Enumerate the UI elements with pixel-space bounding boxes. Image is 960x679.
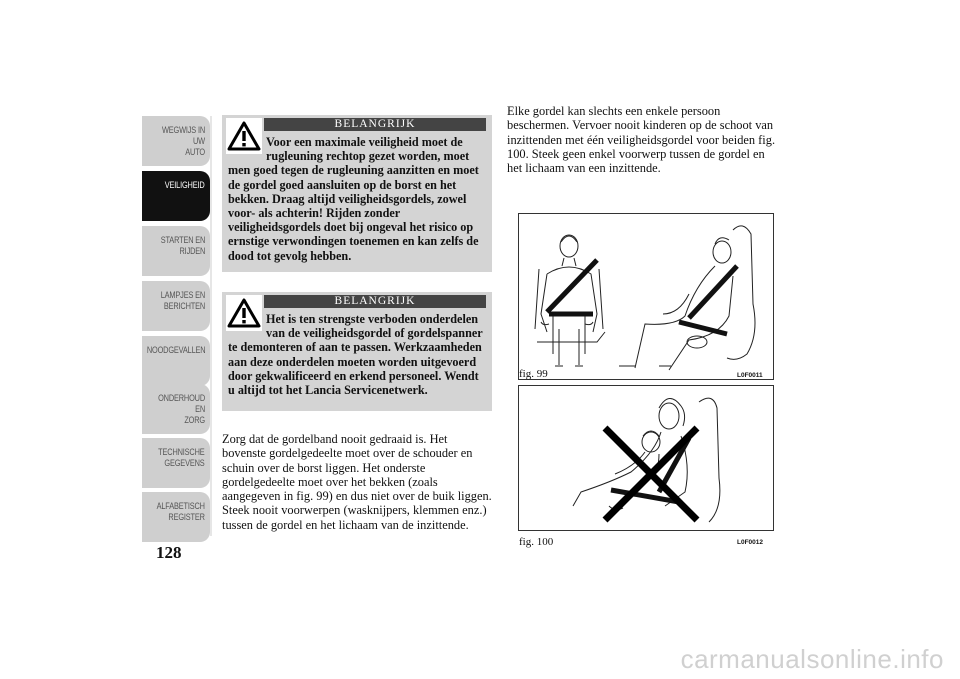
seatbelt-wrong-illustration (519, 386, 774, 531)
tab-technische[interactable] (142, 438, 210, 488)
tab-wegwijs[interactable] (142, 116, 210, 166)
tab-starten[interactable] (142, 226, 210, 276)
tab-label: ONDERHOUD EN ZORG (158, 393, 205, 425)
tab-label: STARTEN EN RIJDEN (160, 235, 205, 256)
tab-register[interactable] (142, 492, 210, 542)
figure-100-code: L0F0012 (737, 539, 764, 546)
tab-label: NOODGEVALLEN (146, 345, 205, 355)
figure-99 (518, 213, 774, 380)
tab-noodgevallen[interactable] (142, 336, 210, 386)
tab-onderhoud[interactable] (142, 384, 210, 434)
tab-label: LAMPJES EN BERICHTEN (160, 290, 205, 311)
seatbelt-correct-illustration (519, 214, 774, 380)
watermark: carmanualsonline.info (680, 644, 944, 674)
page-number: 128 (156, 543, 182, 562)
warning-text-content: Het is ten strengste verboden onderdelen van de veiligheidsgordel of gordelspanner te demonteren of aan te passen. Werkzaamheden aan deze onderdelen moeten worden uitgevoerd door gekwalificeerd en erkend personeel. Wendt u altijd tot het Lancia Servicenetwerk. (228, 312, 483, 398)
tab-divider (210, 116, 212, 536)
figure-100 (518, 385, 774, 531)
warning-box-1 (222, 115, 492, 272)
figure-99-code: L0F0011 (737, 372, 763, 379)
tab-veiligheid[interactable] (142, 171, 210, 221)
tab-label: TECHNISCHE GEGEVENS (158, 447, 205, 468)
prohibited-cross-icon (605, 428, 697, 520)
warning-text (228, 312, 486, 397)
figure-99-label: fig. 99 (519, 368, 548, 380)
warning-text-content: Voor een maximale veiligheid moet de rugleuning rechtop gezet worden, moet men goed tegen de rugleuning aanzitten en moet de gordel goed aansluiten op de borst en het bekken. Draag altijd veiligheidsgordels, zowel voor- als achterin! Rijden zonder veiligheidsgordels doet bij ongeval het risico op ernstige verwondingen toenemen en kan zelfs de dood tot gevolg hebben. (228, 135, 479, 263)
tab-label: WEGWIJS IN UW AUTO (161, 125, 205, 157)
warning-title: BELANGRIJK (264, 118, 486, 131)
tab-label: VEILIGHEID (165, 180, 205, 190)
warning-text (228, 135, 486, 263)
right-paragraph: Elke gordel kan slechts een enkele persoon beschermen. Vervoer nooit kinderen op de schoot van inzittenden met één veiligheidsgordel voor beiden fig. 100. Steek geen enkel voorwerp tussen de gordel en het lichaam van een inzittende. (507, 104, 776, 176)
tab-lampjes[interactable] (142, 281, 210, 331)
tab-label: ALFABETISCH REGISTER (156, 501, 205, 522)
figure-100-label: fig. 100 (519, 536, 554, 548)
warning-title: BELANGRIJK (264, 295, 486, 308)
warning-box-2 (222, 292, 492, 411)
left-paragraph: Zorg dat de gordelband nooit gedraaid is. Het bovenste gordelgedeelte moet over de schouder en schuin over de borst liggen. Het onderste gordelgedeelte moet over het bekken (zoals aangegeven in fig. 99) en dus niet over de buik liggen. Steek nooit voorwerpen (wasknijpers, klemmen enz.) tussen de gordel en het lichaam van de inzittende. (222, 432, 492, 532)
